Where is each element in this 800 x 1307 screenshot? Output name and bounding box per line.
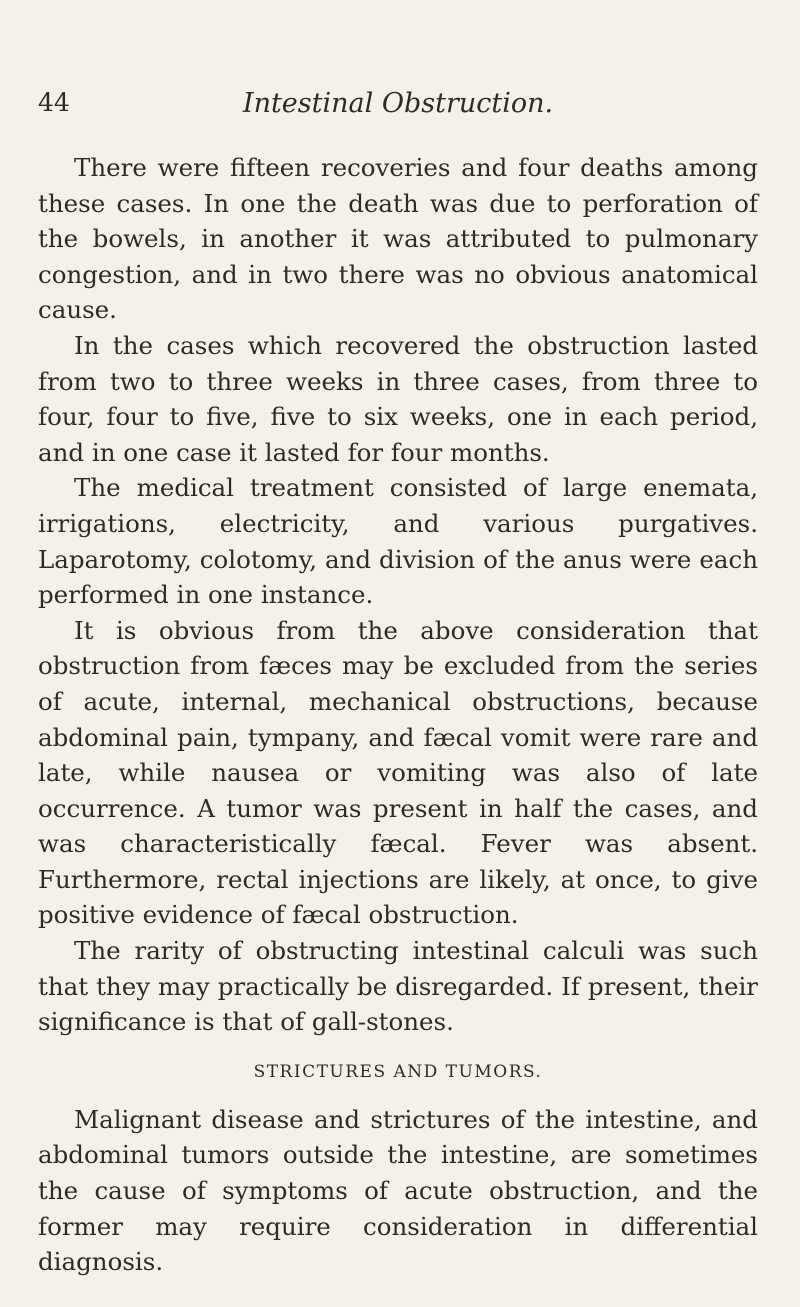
paragraph: There were fifteen recoveries and four deaths among these cases. In one the death was due to perforation of the bowels, in another it was attributed to pulmonary congestion, and in two there was no obvious anatomical cause. (38, 153, 758, 325)
paragraph: It is obvious from the above consideration that obstruction from fæces may be excluded from the series of acute, internal, mechanical obstructions, because abdominal pain, tympany, and fæcal vomit were rare and late, while nausea or vomiting was also of late occurrence. A tumor was present in half the cases, and was characteristically fæcal. Fever was absent. Furthermore, rectal injections are likely, at once, to give positive evidence of fæcal obstruction. (38, 615, 758, 930)
body-text (38, 150, 758, 1280)
paragraph: The medical treatment consisted of large enemata, irrigations, electricity, and various purgatives. Laparotomy, colotomy, and division of the anus were each performed in one instance. (38, 473, 758, 610)
section-heading: STRICTURES AND TUMORS. (253, 1061, 543, 1082)
page-header (38, 88, 758, 128)
paragraph: In the cases which recovered the obstruction lasted from two to three weeks in three cases, from three to four, four to five, five to six weeks, one in each period, and in one case it lasted for four months. (38, 330, 758, 467)
paragraph: The rarity of obstructing intestinal calculi was such that they may practically be disregarded. If present, their significance is that of gall-stones. (38, 936, 758, 1037)
page-number: 44 (38, 88, 70, 117)
running-title: Intestinal Obstruction. (242, 88, 554, 119)
paragraph: Malignant disease and strictures of the intestine, and abdominal tumors outside the intestine, are sometimes the cause of symptoms of acute obstruction, and the former may require consideration in differential diagnosis. (38, 1104, 758, 1277)
